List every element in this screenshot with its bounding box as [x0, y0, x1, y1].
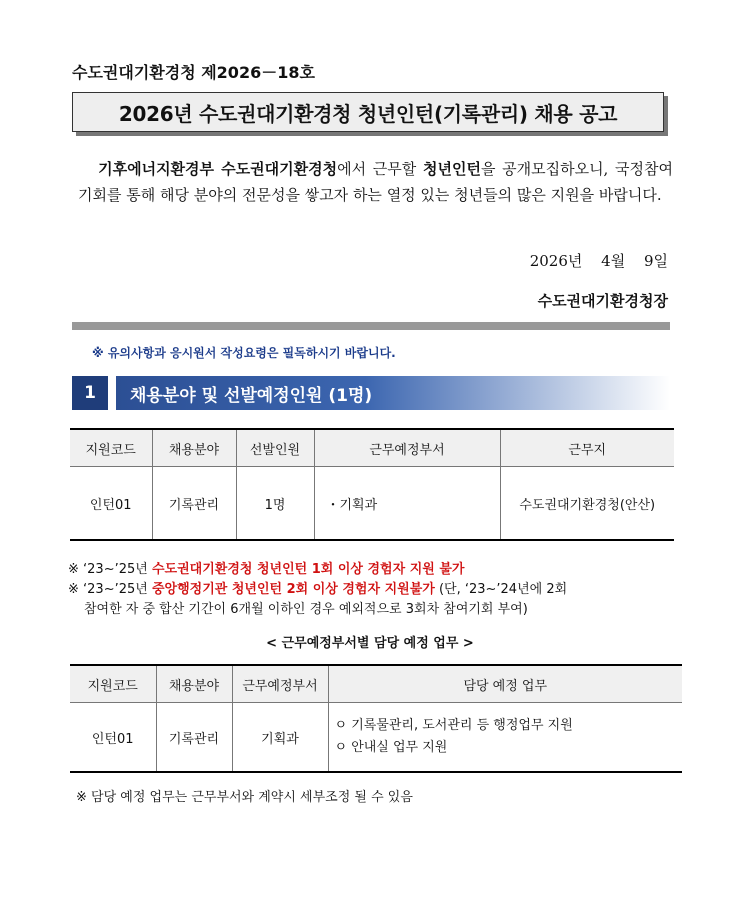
header-cell: 지원코드	[70, 429, 152, 467]
table-header-row	[70, 429, 674, 467]
cell-field: 기록관리	[152, 467, 236, 541]
intro-intern: 청년인턴	[422, 160, 481, 178]
cell-location: 수도권대기환경청(안산)	[500, 467, 674, 541]
note-1-prefix: ※ ‘23~’25년	[68, 562, 152, 577]
eligibility-notes	[68, 560, 673, 620]
cell-dept: ・기획과	[314, 467, 500, 541]
note-2	[68, 580, 673, 600]
section-number: 1	[72, 376, 108, 410]
section-1-heading	[72, 376, 670, 410]
issuer: 수도권대기환경청장	[537, 292, 668, 310]
intro-paragraph	[78, 156, 673, 208]
duty-item: ㅇ 기록물관리, 도서관리 등 행정업무 지원	[334, 718, 573, 733]
announcement-date: 2026년 4월 9일	[529, 252, 668, 270]
header-cell: 지원코드	[70, 665, 156, 703]
note-2-prefix: ※ ‘23~’25년	[68, 582, 152, 597]
document-number: 수도권대기환경청 제2026－18호	[72, 63, 315, 82]
table-row	[70, 703, 682, 773]
notice-text: ※ 유의사항과 응시원서 작성요령은 필독하시기 바랍니다.	[92, 346, 396, 360]
header-cell: 근무지	[500, 429, 674, 467]
note-1	[68, 560, 673, 580]
recruitment-table	[70, 428, 674, 541]
table-header-row	[70, 665, 682, 703]
cell-code: 인턴01	[70, 703, 156, 773]
footer-note: ※ 담당 예정 업무는 근무부서와 계약시 세부조정 될 수 있음	[76, 790, 413, 805]
header-cell: 근무예정부서	[232, 665, 328, 703]
cell-field: 기록관리	[156, 703, 232, 773]
note-2-line2: 참여한 자 중 합산 기간이 6개월 이하인 경우 예외적으로 3회차 참여기회 부여)	[84, 602, 528, 617]
cell-code: 인턴01	[70, 467, 152, 541]
separator-bar	[72, 322, 670, 330]
intro-text-1: 에서 근무할	[337, 160, 423, 178]
cell-dept: 기획과	[232, 703, 328, 773]
duties-subheading: < 근무예정부서별 담당 예정 업무 >	[266, 636, 474, 651]
note-2-suffix: (단, ‘23~’24년에 2회	[434, 582, 568, 597]
header-cell: 근무예정부서	[314, 429, 500, 467]
duty-item: ㅇ 안내실 업무 지원	[334, 740, 448, 755]
page-title	[72, 92, 664, 132]
header-cell: 채용분야	[156, 665, 232, 703]
header-cell: 채용분야	[152, 429, 236, 467]
section-title: 채용분야 및 선발예정인원 (1명)	[116, 376, 670, 410]
header-cell: 선발인원	[236, 429, 314, 467]
cell-count: 1명	[236, 467, 314, 541]
header-cell: 담당 예정 업무	[328, 665, 682, 703]
note-1-warning: 수도권대기환경청 청년인턴 1회 이상 경험자 지원 불가	[151, 562, 465, 577]
note-2-warning: 중앙행정기관 청년인턴 2회 이상 경험자 지원불가	[151, 582, 435, 597]
duties-table	[70, 664, 682, 773]
page-title-text: 2026년 수도권대기환경청 청년인턴(기록관리) 채용 공고	[118, 101, 618, 126]
intro-org: 기후에너지환경부 수도권대기환경청	[98, 160, 338, 178]
intro-text-2: 을 공개모집하오니, 국정참여 기회를 통해 해당 분야의 전문성을 쌓고자 하는 열정 있는 청년들의 많은 지원을 바랍니다.	[78, 160, 673, 204]
cell-duties	[328, 703, 682, 773]
table-row	[70, 467, 674, 541]
